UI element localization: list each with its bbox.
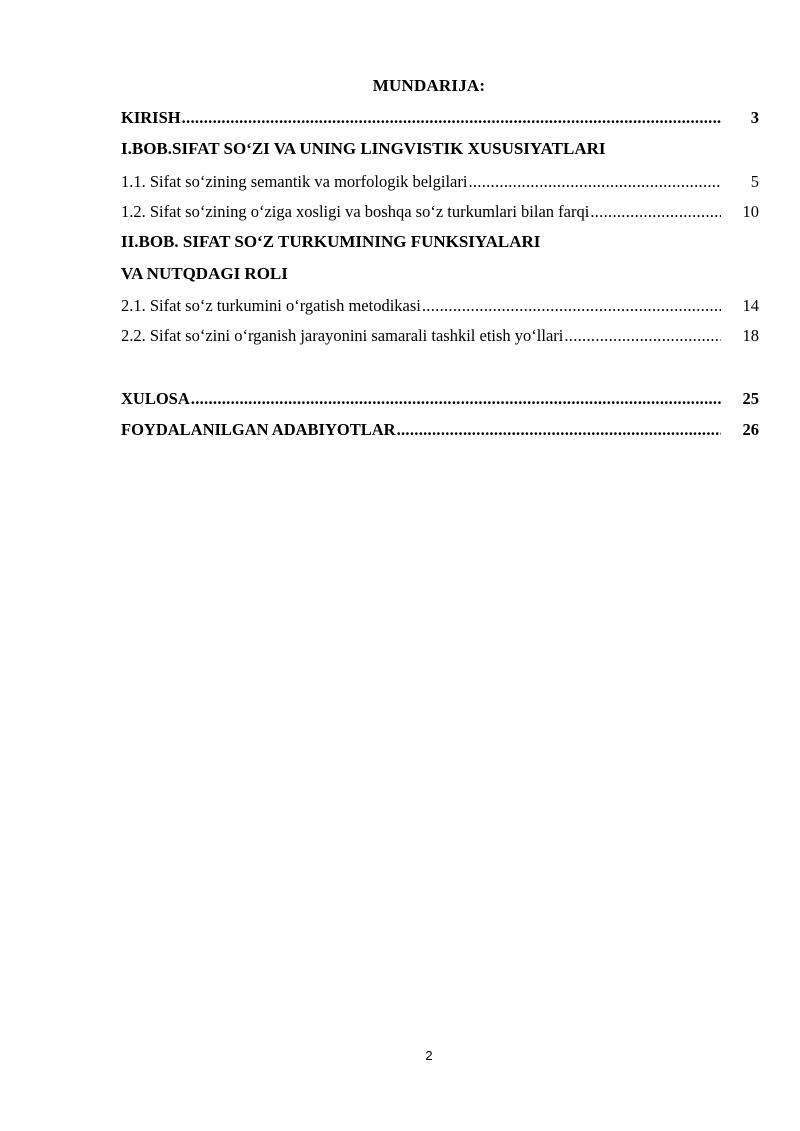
dot-leader (182, 108, 721, 128)
toc-entry-1-2 (121, 202, 761, 226)
toc-entry-page: 10 (742, 202, 759, 221)
toc-entry-label: 1.1. Sifat so‘zining semantik va morfologik belgilari (121, 172, 468, 191)
toc-entry-label: 2.2. Sifat so‘zini o‘rganish jarayonini samarali tashkil etish yo‘llari (121, 326, 564, 345)
toc-entry-label: FOYDALANILGAN ADABIYOTLAR (121, 420, 396, 439)
toc-entry-page: 14 (742, 296, 759, 315)
toc-entry-1-1 (121, 172, 761, 196)
toc-entry-label: KIRISH (121, 108, 181, 127)
toc-entry-page: 25 (742, 389, 759, 408)
toc-entry-adabiyotlar (121, 420, 761, 444)
toc-entry-page: 18 (742, 326, 759, 345)
dot-leader (191, 389, 721, 409)
dot-leader (564, 326, 721, 346)
toc-entry-kirish (121, 108, 761, 132)
toc-entry-label: 1.2. Sifat so‘zining o‘ziga xosligi va boshqa so‘z turkumlari bilan farqi (121, 202, 590, 221)
dot-leader (397, 420, 721, 440)
toc-entry-2-2 (121, 326, 761, 350)
toc-chapter-2-title-line-1: II.BOB. SIFAT SO‘Z TURKUMINING FUNKSIYALARI (121, 232, 541, 251)
dot-leader (468, 172, 721, 192)
toc-entry-page: 5 (750, 172, 759, 191)
page-number: 2 (425, 1048, 433, 1063)
toc-chapter-2-title-line-2: VA NUTQDAGI ROLI (121, 264, 288, 283)
toc-entry-label: XULOSA (121, 389, 190, 408)
toc-entry-xulosa (121, 389, 761, 413)
toc-entry-label: 2.1. Sifat so‘z turkumini o‘rgatish metodikasi (121, 296, 421, 315)
toc-chapter-1-title: I.BOB.SIFAT SO‘ZI VA UNING LINGVISTIK XUSUSIYATLARI (121, 139, 606, 158)
toc-entry-page: 26 (742, 420, 759, 439)
dot-leader (590, 202, 721, 222)
toc-entry-page: 3 (750, 108, 759, 127)
dot-leader (422, 296, 721, 316)
toc-entry-2-1 (121, 296, 761, 320)
page-title: MUNDARIJA: (372, 76, 486, 95)
